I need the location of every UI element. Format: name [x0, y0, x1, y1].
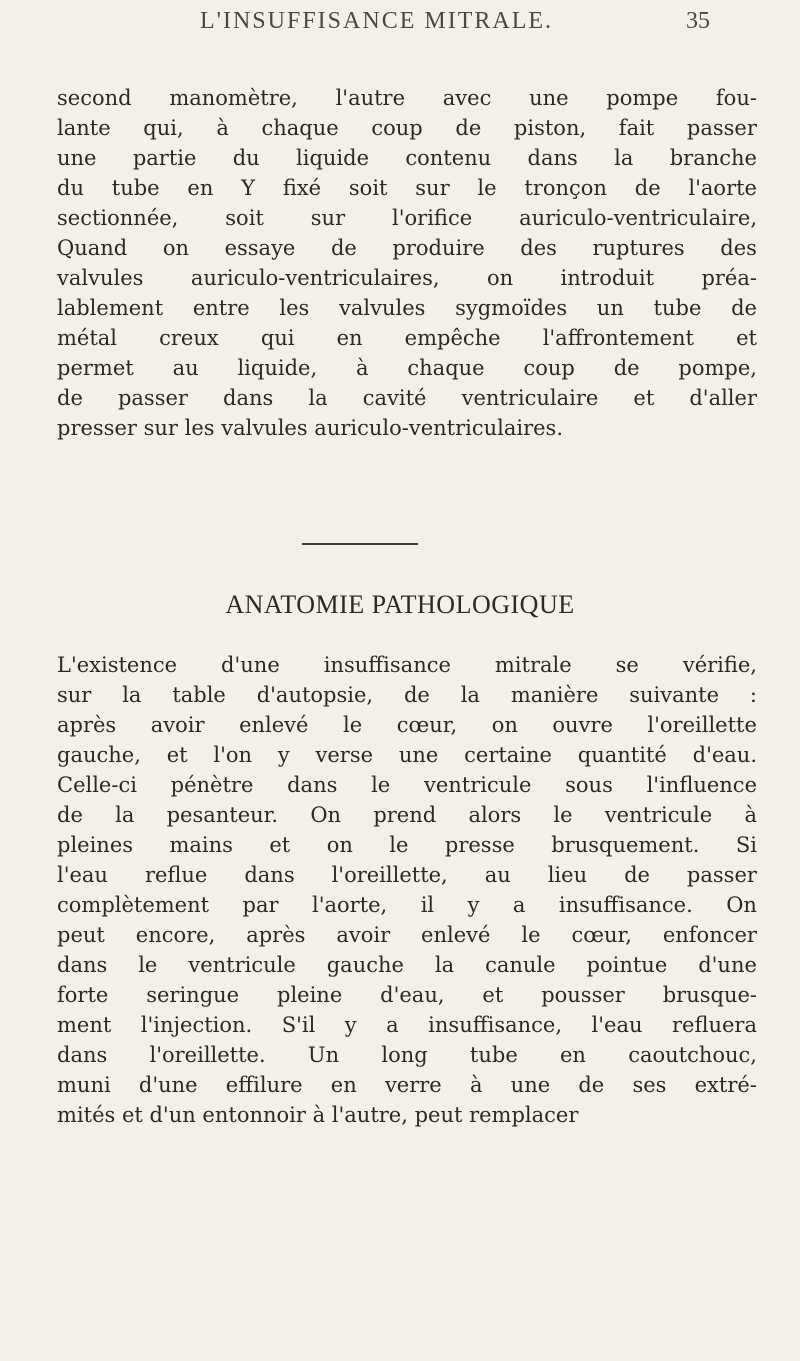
text-line: du tube en Y fixé soit sur le tronçon de l'aorte [57, 176, 757, 200]
text-line: sectionnée, soit sur l'orifice auriculo-ventriculaire, [57, 206, 757, 230]
text-line: presser sur les valvules auriculo-ventriculaires. [57, 416, 564, 440]
section-heading: ANATOMIE PATHOLOGIQUE [225, 590, 575, 619]
running-head [0, 8, 800, 48]
text-line: lante qui, à chaque coup de piston, fait passer [57, 116, 757, 140]
text-line: métal creux qui en empêche l'affrontement et [57, 326, 757, 350]
text-line: L'existence d'une insuffisance mitrale se vérifie, [57, 653, 757, 677]
text-line: pleines mains et on le presse brusquement. Si [57, 833, 757, 857]
text-line: après avoir enlevé le cœur, on ouvre l'oreillette [57, 713, 757, 737]
text-line: dans l'oreillette. Un long tube en caoutchouc, [57, 1043, 757, 1067]
text-line: l'eau reflue dans l'oreillette, au lieu de passer [57, 863, 757, 887]
text-line: forte seringue pleine d'eau, et pousser brusque- [57, 983, 757, 1007]
text-line: second manomètre, l'autre avec une pompe fou- [57, 86, 757, 110]
text-line: Quand on essaye de produire des ruptures des [57, 236, 757, 260]
running-head-title: L'INSUFFISANCE MITRALE. [200, 8, 554, 34]
text-line: sur la table d'autopsie, de la manière suivante : [57, 683, 757, 707]
text-line: Celle-ci pénètre dans le ventricule sous l'influence [57, 773, 757, 797]
text-line: muni d'une effilure en verre à une de ses extré- [57, 1073, 757, 1097]
section-divider [302, 543, 418, 545]
text-line: valvules auriculo-ventriculaires, on introduit préa- [57, 266, 757, 290]
text-line: dans le ventricule gauche la canule pointue d'une [57, 953, 757, 977]
text-line: permet au liquide, à chaque coup de pompe, [57, 356, 757, 380]
text-line: de la pesanteur. On prend alors le ventricule à [57, 803, 757, 827]
text-line: gauche, et l'on y verse une certaine quantité d'eau. [57, 743, 757, 767]
text-line: complètement par l'aorte, il y a insuffisance. On [57, 893, 757, 917]
text-line: mités et d'un entonnoir à l'autre, peut remplacer [57, 1103, 579, 1127]
text-line: ment l'injection. S'il y a insuffisance, l'eau refluera [57, 1013, 757, 1037]
text-line: de passer dans la cavité ventriculaire et d'aller [57, 386, 757, 410]
text-line: une partie du liquide contenu dans la branche [57, 146, 757, 170]
text-line: lablement entre les valvules sygmoïdes un tube de [57, 296, 757, 320]
paragraph-2 [57, 650, 757, 1130]
page-number: 35 [686, 8, 710, 34]
text-line: peut encore, après avoir enlevé le cœur, enfoncer [57, 923, 757, 947]
paragraph-1 [57, 83, 757, 443]
